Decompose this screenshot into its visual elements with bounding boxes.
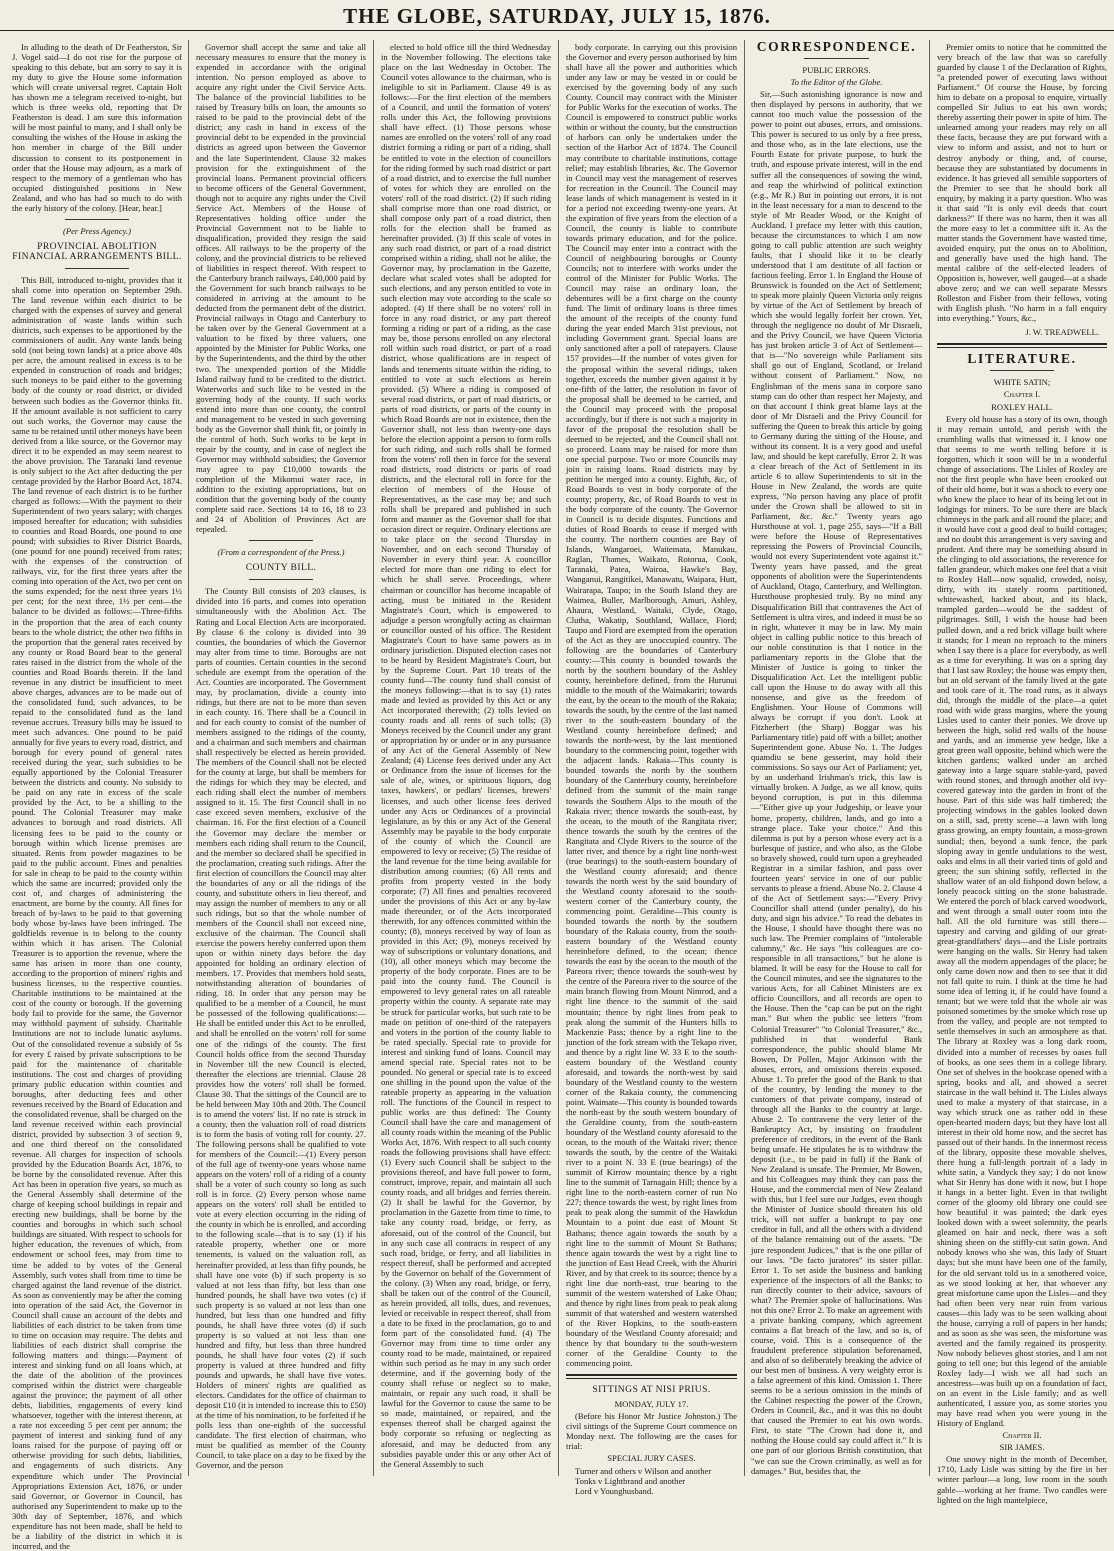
column-6	[937, 42, 1107, 1505]
divider	[804, 58, 869, 59]
story-title: WHITE SATIN;	[993, 377, 1051, 388]
case-item: Tonks v Lightbrand and another	[575, 1475, 686, 1486]
section-heading: LITERATURE.	[967, 351, 1077, 367]
chapter-title: SIR JAMES.	[999, 1442, 1045, 1453]
byline: (From a correspondent of the Press.)	[217, 547, 345, 558]
article-paragraph: The County Bill consists of 203 clauses, is divided into 16 parts, and comes into operation simultaneously with the Abolition Act. The Rating and Local Election Acts are incorporated. By clause 6 the colony is divided into 39 counties, the boundaries of which the Governor may alter from time to time. Boroughs are not parts of counties. Certain counties in the second schedule are exempt from the operation of the Act. Counties are incorporated. The Government may, by proclamation, divide a county into ridings, but there are not to be more than seven in each county. 16. There shall be a Council in and for each county to consist of the number of members assigned to the ridings of the county, and a chairman and such members and chairman shall respectively be elected as herein provided. The members of the Council shall not be elected for the county at large, but shall be members for the ridings for which they may be elected, and each riding shall elect the number of members assigned to it. 15. The first Council shall in no case exceed seven members, exclusive of the chairman. 16. For the first election of a Council the Governor may declare the member or members each riding shall return to the Council, and the member so declared shall be specified in the proclamation, creating such ridings. After the first election of councillors the Council may alter the boundaries of any or all the ridings of the county, and substitute others in lieu thereof, and may assign the number of members to any or all such ridings, but so that the whole number of members of the Council shall not exceed nine, exclusive of the chairman. The Council shall exercise the powers hereby conferred upon them upon or within ninety days before the day appointed for holding an ordinary election of members. 17. Provides that members hold seats, notwithstanding alteration of boundaries of riding. 18. In order that any person may be qualified to be a member of a Council, he must be possessed of the following qualifications:—He shall be entitled under this Act to be enrolled, and shall be enrolled on the voters' roll for some one of the ridings of the county. The first Council holds office from the second Thursday in November till the new Council is elected, thereafter the elections are triennial. Clause 28 provides how the voters' roll shall be formed. Clause 30. That the sittings of the Council are to be held between May 10th and 20th. The Council is to amend the voters' list. If no rate is struck in a county, then the valuation roll of road districts is to form the basis of voting roll for county. 27. The following persons shall be qualified to vote for members of the Council:—(1) Every person of the full age of twenty-one years whose name appears on the voters' roll of a riding of a county shall be a voter of such county so long as such roll is in force. (2) Every person whose name appears on the voters' roll shall be entitled to vote at every election occurring in the riding of the county in which he is enrolled, and according to the following scale—that is to say (1) if his rateable property, whether one or more tenements, is valued on the valuation roll, as hereinafter provided, at less than fifty pounds, he shall have one vote (b) if such property is so valued at not less than fifty, but less than one hundred pounds, he shall have two votes (c) if such property is so valued at not less than one hundred, but less than one hundred and fifty pounds, he shall have three votes (d) if such property is so valued at not less than one hundred and fifty, but less than three hundred pounds, he shall have four votes (2) if such property is valued at three hundred and fifty pounds and upwards, he shall have five votes. Holders of miners' rights are qualified as electors. Candidates for the office of chairman to deposit £10 (it is intended to increase this to £50) at the time of his nomination, to be forfeited if he polls less than one-eighth of the successful candidate. The first election of chairman, who must be qualified as member of the County Council, to take place on a day to be fixed by the Governor, and the person	[196, 586, 367, 1471]
article-paragraph: Governor shall accept the same and take all necessary measures to ensure that the money is expended in accordance with the original intention. No person employed as above to acquire any right under the Civil Service Acts. The balance of the provincial liabilities to be raised by Treasury bills on loan, the amounts so raised to be paid to the provincial debt of the district; any cash in hand in excess of the provincial debt to be expended in the provincial districts as agreed upon between the Governor and the late Superintendent. Clause 32 makes provision for the extinguishment of the provincial loans. Permanent provincial officers to become officers of the General Government, though not to acquire any rights under the Civil Service Act. Members of the House of Representatives holding office under the Provincial Government not to be liable to disqualification, provided they resign the said offices. All railways to be the property of the colony, and the provincial districts to be relieved of liabilities in respect thereof. With respect to the Canterbury branch railways, £40,000 paid by the Government for such branch railways to be considered in arriving at the amount to be deducted from the permanent debt of the district. Provincial railways in Otago and Canterbury to be taken over by the General Government at a valuation to be fixed by three valuers, one appointed by the Minister for Public Works, one by the Superintendents, and the third by the other two. The unexpended portion of the Middle Island railway fund to be credited to the district. Waterworks and such like to be vested in the governing body of the county. If such works extend into more than one county, the control and management to be vested in such governing body as the Governor shall think fit, or jointly in the control of both. Such works to be kept in repair by the county, and in case of neglect the Governor may withhold subsidies; the Governor may agree to pay £10,000 towards the completion of the Mikomui water race, in addition to the existing appropriations, but on condition that the governing body of the county complete said race. Sections 14 to 16, 18 to 23 and 24 of Abolition of Provinces Act are repealed.	[196, 42, 366, 535]
column-rule	[188, 40, 189, 1476]
signature: J. W. TREADWELL.	[1025, 327, 1099, 338]
article-paragraph: Premier omits to notice that he committed the very breach of the law that was so carefully guarded by clause 1 of the Declaration of Rights, "a pretended power of executing laws without Parliament." Of course the House, by forcing him to debate on a proposal to enquire, virtually compelled Sir Julius to eat his own words; thereby asserting their power in spite of him. The unlearned among your readers may rely on all these facts, because they are put forward with a view to inform and assist, and not to hurt or destroy anybody or thing, and, of course, because they are substantiated by documents in evidence. It has grieved all sensible supporters of the Premier to see that he should bork all enquiry, by making it a party question. Who was it that said "It is only evil deeds that court darkness?" If there was no harm, then it was all the more easy to let a committee sift it. As the matter stands the Government have wasted time, avoided enquiry, put the onus on to Abolition, and generally have used the high hand. The mental calibre of the self-elected leaders of Opposition is, however, well gauged—at a shade above zero; and we can well separate Messrs Rolleston and Fisher from their fellows, voting with English plush. "No harm in a fall enquiry into everything." Yours, &c.,	[937, 42, 1107, 324]
divider	[65, 219, 130, 220]
column-4	[566, 42, 737, 1496]
article-heading: SITTINGS AT NISI PRIUS.	[592, 1384, 711, 1396]
chapter-number: Chapter I.	[1003, 389, 1041, 400]
divider	[990, 370, 1055, 371]
chapter-title: ROXLEY HALL.	[991, 401, 1053, 412]
article-paragraph: In alluding to the death of Dr Featherston, Sir J. Vogel said—I do not rise for the purpose of speaking to this debate, but am sorry to say it is my duty to give the House some information which will create universal regret. Captain Holt has shown me a telegram received to-night, but which is three weeks old, reporting that Dr Featherston is dead. I am sure this information will be most painful to many, and I shall only be consulting the wishes of the House in asking the hon member in charge of the Bill under discussion to consent to its postponement in order that the House may adjourn, as a mark of respect to the memory of a gentleman who has occupied distinguished positions in New Zealand, and who has had so much to do with the early history of the colony. [Hear, hear.]	[12, 42, 182, 213]
article-paragraph: One snowy night in the month of December, 1710, Lady Lisle was sitting by the fire in her winter parlour—a long, low room in the south gable—working at her frame. Two candles were lighted on the high mantelpiece,	[937, 1454, 1107, 1505]
column-rule	[929, 40, 930, 1476]
article-paragraph: elected to hold office till the third Wednesday in the November following. The elections take place on the last Wednesday in October. The Council votes allowance to the chairman, who is ineligible to sit in Parliament. Clause 49 is as follows:—For the first election of the members of a Council, and until the formation of voters' rolls under this Act, the following provisions shall have effect. (1) Those persons whose names are enrolled on the voters' roll of any road district forming a riding or part of a riding, shall be entitled to vote in the election of councillors for the riding formed by such road district or part of a road district, and to exercise the full number of votes for which they are enrolled on the voters' roll of the road district. (2) If such riding shall comprise more than one road district, or shall compose only part of a road district, then rolls for the election shall be framed as hereinafter provided. (3) If this scale of votes in any such road district, or part of a road district comprised within a riding, shall not be alike, the Governor may, by proclamation in the Gazette, declare what scaled votes shall be adopted for such elections, and any person entitled to vote in such election may vote according to the scale so adopted. (4) If there shall be no voters' roll in force in any road district, or any part thereof forming a riding or part of a riding, as the case may be, those persons enrolled on any electoral roll within such road district, or part of a road district, whose qualifications are in respect of lands and tenements situate within the riding, to entitled to vote at such elections as herein provided. (5) Where a riding is composed of several road districts, or part of road districts, or parts of road districts, or parts of the county in which Road Boards are not in existence, then the Governor shall, not less than twenty-one days before the election appoint a person to form rolls for such riding, and such rolls shall be formed from the voters' roll then in force for the several road districts, road districts or parts of road districts, and the electoral roll in force for the election of members of the House of Representatives, as the case may be; and such rolls shall be prepared and published in such form and manner as the Governor shall for that occasion direct or require. Ordinary elections are to take place on the second Thursday in November, and on each second Thursday of November in every third year. A councillor elected for more than one riding to elect for which he shall serve. Proceedings, where chairman or councillor has become incapable of acting, must be initiated in the Resident Magistrate's Court, which is empowered to adjudge a person wrongfully acting as chairman or councillor ousted of his office. The Resident Magistrate's Court to have same powers as in ordinary jurisdiction. Disputed election cases not to be heard by Resident Magistrate's Court, but by the Supreme Court. Part 10 treats of the county fund—The county fund shall consist of the moneys following:—that is to say (1) rates made and levied as provided by this Act or any Act incorporated therewith; (2) tolls levied on county roads and all rents of such tolls; (3) Moneys received by the Council under any grant or appropriation by or under or in any pursuance of any Act of the General Assembly of New Zealand; (4) License fees derived under any Act or Ordinance from the issue of licenses for the sale of ale, wines, or spirituous liquors, dog taxes, hawkers', or pedlars' licenses, brewers' licenses, and such other license fees derived under any Acts or Ordinances of a provincial legislature, as by this or any Act of the General Assembly may be payable to the body corporate of the county of which the Council are empowered to levy or receive; (5) The residue of the land revenue for the time being available for distribution among counties; (6) All rents and profits from property vested in the body corporate; (7) All fines and penalties recovered under the provisions of this Act or any by-law made thereunder, or of the Acts incorporated therewith, for any offences committed within the county; (8), moneys received by way of loan as provided in this Act; (9), moneys received by way of subscriptions or voluntary donations, and (10), all other moneys which may become the property of the body corporate. Fines are to be paid into the county fund. The Council is empowered to levy general rates on all rateable property within the county. A separate rate may be struck for particular works, but such rate to be made on petition of one-third of the ratepayers and voters in the portion of the county liable to be rated specially. Special rate to provide for interest and sinking fund of loans. Council may amend special rate. Special rates not to be pounded. No general or special rate is to exceed one shilling in the pound upon the value of the rateable property as appearing in the valuation roll. The functions of the Council in respect to public works are thus defined: The County Council shall have the care and management of all county roads within the meaning of the Public Works Act, 1876. With respect to all such county roads the following provisions shall have effect: (1) Every such Council shall be subject to the provisions thereof, and have full power to form, construct, improve, repair, and maintain all such county roads, and all bridges and ferries therein. (2) It shall be lawful for the Governor, by proclamation in the Gazette from time to time, to take any county road, bridge, or ferry, as aforesaid, out of the control of the Council, but in any such case all contracts in respect of any such road, bridge, or ferry, and all liabilities in respect thereof, shall be performed and accepted by the Governor on behalf of the Government of the colony. (3) When any road, bridge, or ferry, shall be taken out of the control of the Council, as herein provided, all tolls, dues, and revenues, levied or receivable in respect thereof, shall from a date to be fixed in the proclamation, go to and form part of the consolidated fund. (4) The Governor may from time to time order any county road to be made, maintained, or repaired within such period as he may in any such order determine, and if the governing body of the county shall refuse or neglect so to make, maintain, or repair any such road, it shall be lawful for the Governor to cause the same to be so made, maintained, or repaired, and the expenses thereof shall be charged against the body corporate so refusing or neglecting as aforesaid, and may be deducted from any subsidies payable under this or any other Act of the General Assembly to such	[381, 42, 551, 1469]
column-rule	[744, 40, 745, 1476]
section-heading: CORRESPONDENCE.	[756, 39, 917, 54]
article-paragraph: Sir,—Such astonishing ignorance is now and then displayed by persons in authority, that we cannot too much value the possession of the power to point out abuses, errors, and omissions. This power is secured to us only by a free press, and those who, as in the late elections, use the Fourth Estate for private purpose, to burk the truth, and espouse private interest, will in the end suffer all the consequences of sowing the wind, and reap the whirlwind of political extinction (e.g., Mr R.) But in pointing out errors, it is not in the least necessary for a man to descend to the style of Mr Reader Wood, or the Knight of Auckland. I preface my letter with this caution, because the circumstances to which I am now going to call public attention are such weighty faults, that I should like it to be clearly understood that I am destitute of all faction or factious feeling. Error 1. In England the House of Brunswick is founded on the Act of Settlement; to speak more plainly Queen Victoria only reigns by virtue of the Act of Settlement by breach of which she would legally forfeit her crown. Yet, through the negligence no doubt of Mr Disraeli, and the Privy Council, we have Queen Victoria has just broken article 3 of Act of Settlement—that is—"No sovereign while Parliament sits shall go out of England, Scotland, or Ireland without consent of Parliament." Now, no Englishman of the mens sana in corpore sano stamp can do other than respect her Majesty, and on that account I think great blame lays at the door of Mr Disraeli and the Privy Council for suffering the Queen to break this article by going to Germany during the sitting of the House, and without its consent. It is a very good and useful law, and should be kept carefully. Error 2. It was a clear breach of the Act of Settlement in its article 6 to allow Superintendents to sit in the House in New Zealand, the words are quite express, "No person having any place of profit under the Crown shall be allowed to sit in Parliament, &c. &c." Twenty years ago Hursthouse at vol. 1, page 255, says—"If a Bill were before the House of Representatives repressing the Powers of Provincial Councils, would not every Superintendent vote against it." Twenty years have passed, and the great opponents of abolition were the Superintendents of Auckland, Otago, Canterbury, and Wellington. Hursthouse prophesied truly. By no mind any Disqualification Bill that contravenes the Act of Settlement is ultra vires, and indeed it must be so in right, whatever it may be in law. My main object in calling public notice to this breach of our noble constitution is that I notice in the parliamentary reports in the Globe that the Minister of Justice is going to tinker the Disqualification Act. Let the intelligent public call upon the House to do away with all this nonsense, and give us the freedom of Englishmen. Your House of Commons will always be corrupt if you don't. Look at Fitzherbert (the Sharp) Boggar was his Parliamentary title) paid off with a billet; another Superintendent gone. Abuse No. 1. The Judges quamdiu se bene gesserint, may hold their commissions. So says our Act of Parliament; yet, by an underhand Irishman's trick, this law is virtually broken. A Judge, as we all know, quits beyond corruption, is put in this dilemma—"Either give up your Judgeship, or leave your home, property, children, lands, and go into a strange place. Take your choice." And this dilemma is put by a person whose every act is a burlesque of justice, and who also, as the Globe so bravely showed, could turn upon a greyheaded Registrar in a similar fashion, and pass over fourteen years' service in one of our public servants to please a friend. Abuse No. 2. Clause 4 of the Act of Settlement says:—"Every Privy Councillor shall attend (under penalty), do his duty, and sign his advice." To read the debates in the House, I should have thought there was no such law. The Premier complains of "intolerable calumny," &c. He says "his colleagues are co-responsible in all transactions," but he alone is blamed. It will be easy for the House to call for the Council minutes, and see the signatures to the various Acts, for all Cabinet Ministers are ex officio Councillors, and all records are open to the House. Then the "cap can be put on the right man." But when the public see letters "from Colonial Treasurer" "to Colonial Treasurer," &c., published in that wonderful Bank correspondence, the public should blame Mr Bowen, Dr Pollen, Major Atkinson with the abuses, errors, and omissions therein exposed. Abuse 1. To prefer the good of the Bank to that of the country, by lending the money to the customers of that private company, instead of through all the Banks to the country at large. Abuse 2. To contravene the very letter of the Bankruptcy Act, by insisting on fraudulent preference of creditors, in the event of the Bank being unsafe. He stipulates he is to withdraw the deposit (i.e., to be paid in full) if the Bank of New Zealand is unsafe. The Premier, Mr Bowen, and his Colleagues may think they can pass the House, and the commercial men of New Zealand with this, but I feel sure our Judges, even though the Minister of Justice should threaten his old trick, will not suffer a bankrupt to pay one creditor in full, and all the others with a dividend of the balance remaining out of the assets. "De jure respondent Judices," that is the one pillar of our laws. "De facto juratores" its sister pillar. Error 1. To set aside the business and banking experience of the inspectors of all the Banks; to run directly counter to their advice, savours of what? The Premier spoke of hallucinations. Was not this one? Error 2. To make an agreement with a private banking company, which agreement contains a flat breach of the law, and so is, of course, void. This is a consequence of the fraudulent preference stipulation beforenamed, and also of so deliberately breaking the advice of our best men of business. A very weighty error is a false agreement of this kind. Omission 1. There seems to be a serious omission in the minds of the Cabinet respecting the power of the Crown, Orders in Council, &c., and it was this no doubt that caused the Premier to eat his own words. First, to state "The Crown had done it, and nothing the House could say could affect it." It is one part of our glorious British constitution, that "we can sue the Crown criminally, as well as for damages." But, besides that, the	[751, 89, 922, 1476]
case-item: Lord v Younghusband.	[575, 1485, 654, 1496]
column-rule	[373, 40, 374, 1476]
salutation-line: To the Editor of the Globe.	[790, 77, 883, 88]
column-2	[196, 42, 366, 1474]
section-rule	[566, 1374, 737, 1379]
article-heading: PUBLIC ERRORS.	[802, 65, 871, 76]
article-paragraph: (Before his Honor Mr Justice Johnston.) The civil sittings of the Supreme Court commence on Monday next. The following are the cases for trial:	[566, 1411, 737, 1452]
byline: (Per Press Agency.)	[62, 225, 131, 236]
divider	[249, 579, 314, 580]
article-heading: PROVINCIAL ABOLITION FINANCIAL ARRANGEMENTS BILL.	[12, 240, 182, 262]
case-item: Turner and others v Wilson and another	[575, 1465, 712, 1476]
column-3	[381, 42, 551, 1474]
article-paragraph: Every old house has a story of its own, though it may remain untold, and perish with the crumbling walls that witnessed it. I know one that seems to me worth telling before it is forgotten, which it soon will be in a wonderful change of associations. The Lisles of Roxley are not the first people who have been crooked out of their old home, but it was a shock to every one who knew the place to hear of its being let out in lodgings for miners. To be sure there are black chimneys in the park and all round the place; and it would have cost a good deal to build cottages; and no doubt this arrangement is very saving and prudent. And there may be something absurd in the clinging to old associations, the reverence for fallen grandeur, which makes one feel that a visit to Roxley Hall—now squalid, crowded, noisy, dirty, with its stately rooms partitioned, whitewashed, hacked about, and its black, trampled garden—would be the saddest of pilgrimages. Still, I wish the house had been pulled down, and a red brick village built where it stands; for I mean no reproach to the miners when I say there is a place for everybody, as well as a time for everything. It was on a spring day that I last saw Roxley; the house was empty then, but an old servant of the family lived at the gate and took care of it. The road runs, as it always did, through the middle of the place—a quiet road with wide grass margins, where the young Lisles used to canter their ponies. We drove up between the high, solid red walls of the house and yards, and an immense yew hedge, like a great green wall opposite, behind which were the kitchen gardens; walked under an arched gateway into a large square stable-yard, paved with round stones, and through another old ivy-covered gateway into the garden in front of the house. Part of this side was half timbered; the projecting windows in the gables looked down on a still, sad, pretty scene—a lawn with long grass growing, an empty fountain, a moss-grown sundial; then, beyond a sunk fence, the park sloping away in gentle undulations to the west, oaks and elms in all their varied tints of gold and green; the sun shining softly, reflected in the shallow water of an old fishpond down below, a lonely peacock sitting on the stone balustrade. We entered the porch of black carved woodwork, and went through a small outer room into the hall. All the old furniture was still there—tapestry and carving and gilding of our great-great-grandfathers' days—and the Lisle portraits were hanging on the walls. Sir Henry had taken away all the modern appendages of the place; he only came down now and then to see that it did not fall quite to ruin. I think at the time he had some idea of letting it, if he could have found a tenant; but we were told that the whole air was poisoned sometimes by the smoke which rose up from the valley, and people are not tempted to settle themselves in such an atmosphere as that. The library at Roxley was a long dark room, divided into a number of recesses by oases full of books, as one sees them in a college library. One set of shelves in the bookcase opened with a spring, books and all, and showed a secret staircase in the wall behind it. The Lisles always used to make a mystery of that staircase, in a way which struck one as rather odd in these open-hearted modern days; but they have lost all interest in their old home now, and the secret has passed out of their hands. In the innermost recess of the library, opposite these movable shelves, there hung a full-length portrait of a lady in white satin, a Vandyck they say; I do not know what Sir Henry has done with it now, but I hope it hangs in a better light. Even in that twilight corner of the gloomy old library one could see how beautiful it was painted; the dark eyes looked down with a sweet solemnity, the pearls gleamed on hair and neck, there was a soft shining sheen on the stiffly-cut satin gown. And nobody knows who she was, this lady of Stuart days; but she must have been one of the family, for the old servant told us in a smothered voice, as we stood looking at her, that whoever any great misfortune came upon the Lisles—and they had often been very near ruin from various causes—this lady was to be seen walking about the house, carrying a roll of papers in her hands; and as soon as she was seen, the misfortune was averted and the family regained its prosperity. Now nobody believes ghost stories, and I am not going to tell one; but this legend of the amiable Roxley lady—I wish we all had such an ancestress—was built up on a foundation of fact, on an event in the Lisle family; and as well authenticated, I assure you, as some stories you may have read when you were young in the History of England.	[937, 413, 1107, 1429]
dateline: MONDAY, JULY 17.	[614, 1399, 689, 1410]
column-1	[12, 42, 182, 1551]
masthead	[0, 0, 1114, 31]
newspaper-title: THE GLOBE, SATURDAY, JULY 15, 1876.	[343, 4, 771, 28]
section-rule	[937, 343, 1107, 348]
divider	[249, 540, 314, 541]
column-5	[751, 39, 922, 1476]
article-paragraph: body corporate. In carrying out this provision the Governor and every person authorised by him shall have all the power and authorities which under any law or may be vested in or could be exercised by the governing body of any such County. Council may contract with the Minister for Public Works for the execution of works. The Council is empowered to construct public works within or without the county, but the construction of harbors can only be undertaken under the section of the Harbor Act of 1874. The Council may contribute to charitable institutions, cottage relief; may establish libraries, &c. The Governor in Council may vest the management of reserves for recreation in the Council. The Council may lease lands of which management is vested in it for a period not exceeding twenty-one years. At the expiration of five years from the election of a Council, the county is liable to contribute towards primary education, and for the police. The Council may enter into a contract with the Council of neighbouring boroughs or County Councils; not to interfere with works under the control of the Minister for Public Works. The Council may raise an ordinary loan, the debentures will be a first charge on the county fund. The limit of ordinary loans is three times the amount of the receipts of the county fund during the year ended March 31st previous, not including Government grant. Special loans are only sanctioned after a poll of ratepayers. Clause 157 provides—If the number of votes given for the proposal within the several ridings, taken together, exceeds the number given against it by one-fifth of the latter, the resolution in favor of the proposal shall be deemed to be carried, and the Council may proceed with the proposal accordingly, but if there is not such a majority in favor of the proposal the resolution shall be deemed to be rejected, and the Council shall not so proceed. Loans may be raised for more than one special purpose. Two or more Councils may join in raising loans. Road districts may by petition be merged into a county. Eighth, &c, of Road Boards to vest in body corporate of the county; property, &c, of Road Boards to vest in the body corporate of the county. The Governor in Council is to decide disputes. Functions and duties of Road Boards to cease if merged with the county. The northern counties are Bay of Islands, Wangaroei, Waitemata, Manukau, Raglan, Thames, Waikato, Rotorua, Cook, Taranaki, Patea, Wairoa, Hawke's Bay, Wanganui, Rangitikei, Manawatu, Waipara, Hutt, Wairarapa, Taupo; in the South Island they are Waimea, Buller, Marlborough, Amuri, Ashley, Ahaura, Westland, Waitaki, Clyde, Otago, Clutha, Wakatip, Southland, Wallace, Fiord; Taupo and Fiord are exempted from the operation of the Act as they are unoccupied country. The following are the boundaries of Canterbury county:—This county is bounded towards the north by the southern boundary of the Ashley county, hereinbefore defined, from the Hurunui middle to the mouth of the Waimakariri; towards the east, by the ocean to the mouth of the Rakaia; towards the south, by the centre of the last named river to the south-eastern boundary of the Westland county hereinbefore defined; and towards the north-west, by the last mentioned boundary to the commencing point, together with the adjacent lands. Rakaia—This county is bounded towards the north by the southern boundary of the Canterbury county, hereinbefore defined from the summit of the main range towards the Southern Alps to the mouth of the Rakaia river; thence towards the south-east, by the ocean, to the mouth of the Rangitata river; thence towards the south by the centres of the Rangitata and Clyde Rivers to the source of the latter river, and thence by a right line north-west (true bearings) to the south-eastern boundary of the Westland county aforesaid; and thence towards the north west by the said boundary of the Westland county aforesaid to the south-western corner of the Canterbury county, the commencing point. Geraldine—This county is bounded towards the north by the southern boundary of the Rakaia county, from the south-eastern boundary of the Westland county hereinbefore defined, to the ocean; thence towards the east by the ocean to the mouth of the Pareora river; thence towards the south-west by the centre of the Pareora river to the source of the main branch flowing from Mount Nimrod, and a right line thence to the summit of the said mountain; thence by right lines from peak to peak along the summit of the Hunters hills to Mackenzie Pass; thence by a right line to the junction of the fork stream with the Tekapo river, and thence by a right line W. 33 E to the south-eastern boundary of the Westland county aforesaid, and towards the north-west by said boundary of the Westland county to the western corner of the Rakaia county, the commencing point. Waimate—This county is bounded towards the north-east by the south western boundary of the Geraldine county, from the south-eastern boundary of the Westland county aforesaid to the ocean, to the mouth of the Waitaki river; thence towards the south, by the centre of the Waitaki river to a point N. 33 E (true bearings) of the summit of Kirrow mountain; thence by a right line to the summit of Tarnagain Hill; thence by a right line to the north-eastern corner of run No 227; thence towards the west, by right lines from peak to peak along the summit of the Hawkdun Mountain to a point due east of Mount St Bathans; thence again towards the south by a right line to the summit of Mount St Bathans; thence again towards the west by a right line to the junction of East Head Creek, with the Ahuriri River, and by that creek to its source; thence by a right line due north-east, true bearing to the summit of the western watershed of Lake Ohau; and thence by right lines from peak to peak along summit of that watershed and western watershed of the River Hopkins, to the south-eastern boundary of the Westland County aforesaid; and thence by that boundary to the south-western corner of the Geraldine County to the commencing point.	[566, 42, 737, 1369]
article-heading: COUNTY BILL.	[245, 562, 317, 574]
article-paragraph: This Bill, introduced to-night, provides that it shall come into operation on September 29th. The land revenue within each district to be charged with the expenses of survey and general administration of waste lands within such districts, such expenses to be apportioned by the commissioners of audit. Any waste lands being sold (not being town lands) at a price above 40s per acre, the amount realised in excess is to be expended in construction of roads and bridges; such moneys to be paid either to the governing body of the county or road district, or divided between such bodies as the Governor thinks fit. If the amount available is not sufficient to carry out such works, the Governor may cause the same to be retained until other moneys have been derived from a like source, or the Governor may direct it to be expended as may seem nearest to the above provision. The Taranaki land revenue is only subject to the Act after deducting the per centage provided by the Harbor Board Act, 1874. The land revenue of each district is to be further charged as follows:—With the payment to their Superintendent of two years salary; with charges imposed hereafter for education; with subsidies to counties and Road Boards, one pound to one pound; with subsidies to River District Boards, (one pound for one pound) received from rates; with the expenses of the construction of railways, viz, for the first three years after the coming into operation of the Act, two per cent on the sums expended; for the next three years 1½ per cent; for the next three, 1½ per cent—the balance to be divided as follows:—Three-fifths in the proportion that the area of each county bears to the whole district; the other two fifths in the proportion that the general rates received by any county or Road Board bear to the general rates raised in the district from the whole of the counties and Road Boards therein. If the land revenue in any district be insufficient to meet above charges, advances are to be made out of the consolidated fund, such advances, to be repaid to the consolidated fund as the land revenue accrues. Treasury bills may be issued to meet such advances. One pound to be paid annually for five years to every road, district, and borough for every pound of general rates received during the year, such subsidies to be equally apportioned by the Colonial Treasurer between the districts and county. No subsidy to be paid on any rate in excess of the scale provided by the Act, to be a shilling to the pound. The Colonial Treasurer may make advances to borough and road districts. All licensing fees to be paid to the county or borough within which license premises are situated. Rents from powder magazines to be paid to the public account. Fines and penalties for sale in cheap to be paid to the county within which the same are incurred; provided only the cost of, and charges of administering the enactment, are borne by the county. All fines for breach of by-laws to be paid to that governing body whose by-laws have been infringed. The goldfields revenue is to belong to the county within which it has arisen. The Colonial Treasurer is to apportion the revenue, where the same has arisen in more than one county, according to the proportion of miners' rights and business licenses, to the respective counties. Charitable institutions to be maintained at the cost of the county or borough. If the governing body fail to provide for the same, the Governor may withhold payment of subsidy. Charitable Institutions are not to include lunatic asylums. Out of the consolidated revenue a subsidy of 5s for every £ raised by private subscriptions to be paid for the maintenance of charitable institutions. The cost and charges of providing primary public education within counties and boroughs, after deducting fees and other revenues received by the Board of Education and the consolidated revenue, shall be charged on the land revenue received within each provincial district, provided by subsection 3 of section 9, and one third thereof on the consolidated revenue. All charges for inspection of schools provided by the Education Boards Act, 1876, to be borne by the consolidated revenue. After this Act has been in operation five years, so much as the General Assembly shall determine of the charge of keeping school buildings in repair and erecting new buildings, shall be borne by the counties and boroughs in which such school buildings are situated. With respect to schools for higher education, the revenues of which, from endowment or school fees, may from time to time be added to by votes of the General Assembly, such votes shall from time to time be charged against the land revenue of the district. As soon as conveniently may be after the coming into operation of the said Act, the Governor in Council shall cause an account of the debts and liabilities of each district to be taken from time to time on occasion may require. The debts and liabilities of each district shall comprise the following matters and things:—Payment of interest and sinking fund on all loans which, at the date of the abolition of the provinces comprised within the district were chargeable against the province; the payment of all other debts, liabilities, engagements of every kind whatsoever, together with the interest thereon, at a rate not exceeding 5 per cent per annum; the payment of interest and sinking fund of any loans raised for the purpose of paying off or otherwise providing for such debts, liabilities, and engagements of such districts. Any expenditure which under The Provincial Appropriations Extension Act, 1876, or under said Governor, or Governor in Council, has authorised any Superintendent to make up to the 30th day of September, 1876, and which expenditure has not been made, shall be held to be a liability of the district in which it is incurred, and the	[12, 274, 182, 1551]
divider	[65, 268, 130, 269]
chapter-number: Chapter II.	[1002, 1430, 1042, 1441]
section-subheading: SPECIAL JURY CASES.	[607, 1453, 696, 1464]
column-rule	[558, 40, 559, 1476]
